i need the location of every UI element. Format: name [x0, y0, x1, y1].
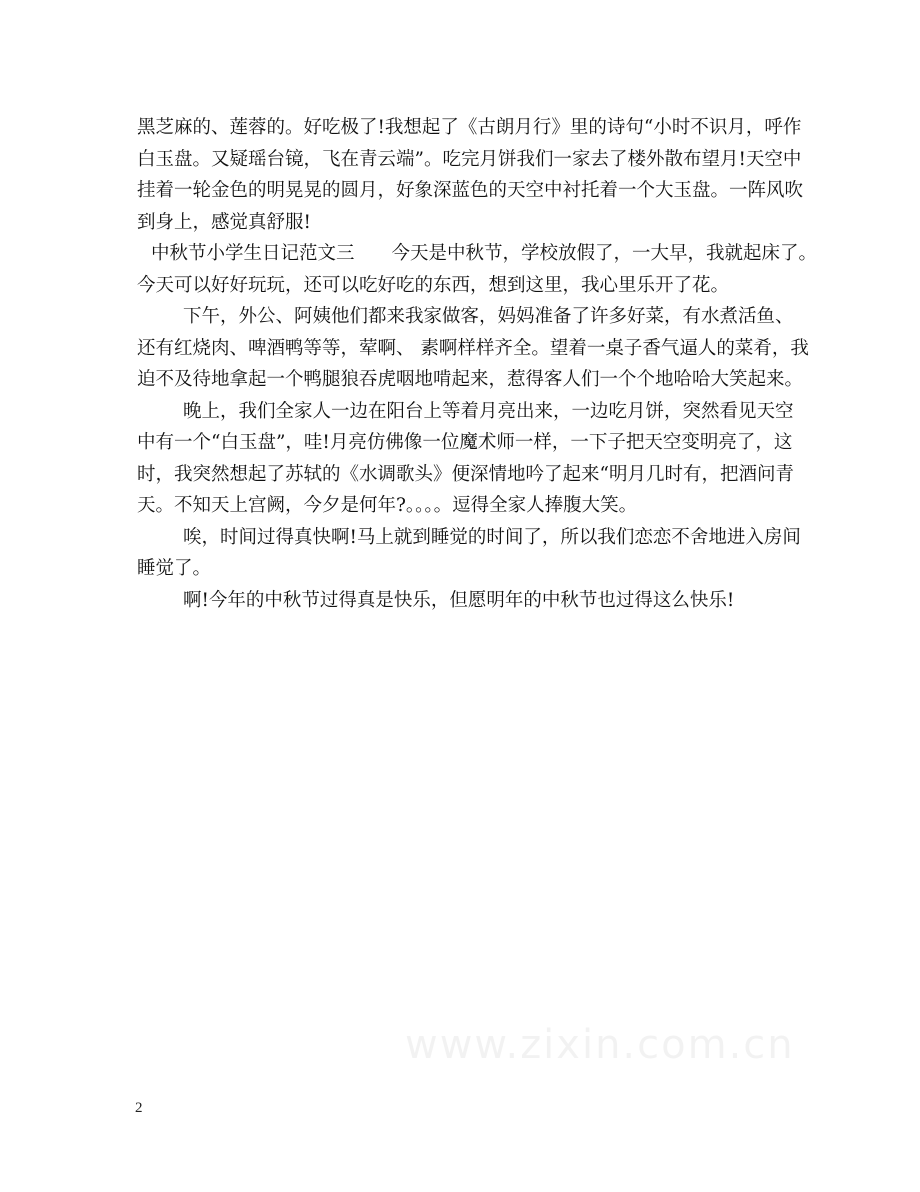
paragraph-line: 天。不知天上宫阙，今夕是何年?。。。。逗得全家人捧腹大笑。: [137, 495, 638, 516]
paragraph: [137, 238, 818, 301]
paragraph-line: 唉，时间过得真快啊!马上就到睡觉的时间了，所以我们恋恋不舍地进入房间: [183, 526, 801, 548]
paragraph: [137, 522, 801, 585]
paragraph: [137, 301, 809, 396]
paragraph-line: 挂着一轮金色的明晃晃的圆月，好象深蓝色的天空中衬托着一个大玉盘。一阵风吹: [137, 180, 804, 201]
paragraph-line: 迫不及待地拿起一个鸭腿狼吞虎咽地啃起来，惹得客人们一个个地哈哈大笑起来。: [137, 369, 804, 390]
paragraph-line: 还有红烧肉、啤酒鸭等等，荤啊、 素啊样样齐全。望着一桌子香气逼人的菜肴，我: [137, 337, 809, 359]
paragraph-line: 啊!今年的中秋节过得真是快乐，但愿明年的中秋节也过得这么快乐!: [183, 589, 735, 611]
watermark: www.zixin.com.cn: [405, 1022, 795, 1068]
paragraph-line: 睡觉了。: [137, 558, 212, 579]
paragraph-line: 中秋节小学生日记范文三 今天是中秋节，学校放假了，一大早，我就起床了。: [151, 243, 818, 264]
paragraph-line: 今天可以好好玩玩，还可以吃好吃的东西，想到这里，我心里乐开了花。: [137, 274, 730, 296]
paragraph-line: 黑芝麻的、莲蓉的。好吃极了!我想起了《古朗月行》里的诗句“小时不识月，呼作: [137, 117, 802, 138]
paragraph-line: 下午，外公、阿姨他们都来我家做客，妈妈准备了许多好菜，有水煮活鱼、: [183, 306, 794, 327]
paragraph-line: 中有一个“白玉盘”，哇!月亮仿佛像一位魔术师一样，一下子把天空变明亮了，这: [137, 432, 793, 453]
paragraph-line: 时，我突然想起了苏轼的《水调歌头》便深情地吟了起来“明月几时有，把酒问青: [137, 463, 794, 485]
paragraph: [137, 112, 804, 238]
page-number: 2: [135, 1100, 143, 1116]
paragraph-line: 白玉盘。又疑瑶台镜，飞在青云端”。吃完月饼我们一家去了楼外散布望月!天空中: [137, 148, 802, 170]
document-body: [137, 112, 818, 616]
paragraph-line: 到身上，感觉真舒服!: [137, 211, 311, 233]
paragraph: [137, 396, 794, 522]
paragraph-line: 晚上，我们全家人一边在阳台上等着月亮出来，一边吃月饼，突然看见天空: [183, 400, 794, 422]
paragraph: [137, 585, 789, 617]
